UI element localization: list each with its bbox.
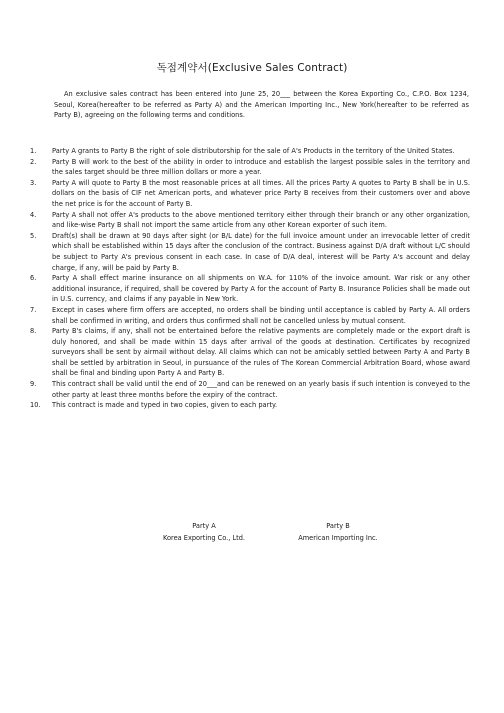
- clause-item: [30, 326, 470, 379]
- clause-number: 2.: [30, 157, 37, 166]
- clause-item: [30, 146, 470, 157]
- intro-paragraph: An exclusive sales contract has been entered into June 25, 20___ between the Korea Exporting Co., C.P.O. Box 1234, Seoul, Korea(hereafter to be referred as Party A) and the American Importing Inc., New York(hereafter to be referred as Party B), agreeing on the following terms and conditions.: [54, 90, 469, 120]
- clause-text: Party A shall not offer A's products to the above mentioned territory either through their branch or any other organization, and like-wise Party B shall not import the same article from any other Korean exporter of such item.: [52, 210, 470, 230]
- clause-number: 1.: [30, 147, 37, 155]
- clause-number: 3.: [30, 178, 37, 187]
- clause-number: 9.: [30, 380, 37, 389]
- clause-item: [30, 157, 470, 178]
- party-a-label: Party A: [192, 522, 216, 530]
- party-b-name: American Importing Inc.: [298, 534, 378, 542]
- clause-number: 5.: [30, 231, 37, 240]
- clause-text: Draft(s) shall be drawn at 90 days after sight (or B/L date) for the full invoice amount under an irrevocable letter of credit which shall be established within 15 days after the conclusion of the contract. Business against D/A draft without L/C should be subject to Party A's previous consent in each case. In case of D/A deal, interest will be Party A's account and delay charge, if any, will be paid by Party B.: [52, 231, 470, 272]
- party-b-label: Party B: [326, 522, 350, 530]
- party-b-signature: [258, 520, 418, 544]
- clause-number: 8.: [30, 327, 37, 336]
- clause-item: [30, 400, 470, 411]
- clause-number: 6.: [30, 274, 37, 283]
- clause-text: This contract is made and typed in two copies, given to each party.: [52, 401, 278, 410]
- clause-item: [30, 231, 470, 273]
- clause-item: [30, 210, 470, 231]
- clause-number: 4.: [30, 210, 37, 219]
- party-a-name: Korea Exporting Co., Ltd.: [162, 534, 246, 542]
- clause-text: Party B will work to the best of the ability in order to introduce and establish the largest possible sales in the territory and the sales target should be three million dollars or more a year.: [52, 157, 470, 177]
- clause-item: [30, 273, 470, 305]
- clause-text: Except in cases where firm offers are accepted, no orders shall be binding until acceptance is cabled by Party A. All orders shall be confirmed in writing, and orders thus confirmed shall not be cancelled unless by mutual consent.: [52, 305, 470, 325]
- clause-text: Party A grants to Party B the right of sole distributorship for the sale of A's Products in the territory of the United States.: [52, 147, 455, 155]
- clause-number: 10.: [30, 401, 41, 410]
- document-title: 독점계약서(Exclusive Sales Contract): [156, 62, 348, 74]
- clause-number: 7.: [30, 305, 37, 314]
- clause-item: [30, 305, 470, 326]
- clause-item: [30, 178, 470, 210]
- clause-text: Party A shall effect marine insurance on all shipments on W.A. for 110% of the invoice amount. War risk or any other additional insurance, if required, shall be covered by Party A for the account of Party B. Insurance Policies shall be made out in U.S. currency, and claims if any payable in New York.: [52, 274, 470, 304]
- clause-text: Party B's claims, if any, shall not be entertained before the relative payments are completely made or the export draft is duly honored, and shall be made within 15 days after arrival of the goods at destination. Certificates by recognized surveyors shall be sent by airmail without delay. All claims which can not be amicably settled between Party A and Party B shall be settled by arbitration in Seoul, in pursuance of the rules of The Korean Commercial Arbitration Board, whose award shall be final and binding upon Party A and Party B.: [52, 327, 470, 378]
- clause-text: Party A will quote to Party B the most reasonable prices at all times. All the prices Party A quotes to Party B shall be in U.S. dollars on the basis of CIF net American ports, and whatever price Party B receives from their customers over and above the net price is for the account of Party B.: [52, 178, 470, 208]
- clause-item: [30, 379, 470, 400]
- clause-text: This contract shall be valid until the end of 20___and can be renewed on an yearly basis if such intention is conveyed to the other party at least three months before the expiry of the contract.: [52, 380, 470, 399]
- clause-list: [30, 146, 470, 411]
